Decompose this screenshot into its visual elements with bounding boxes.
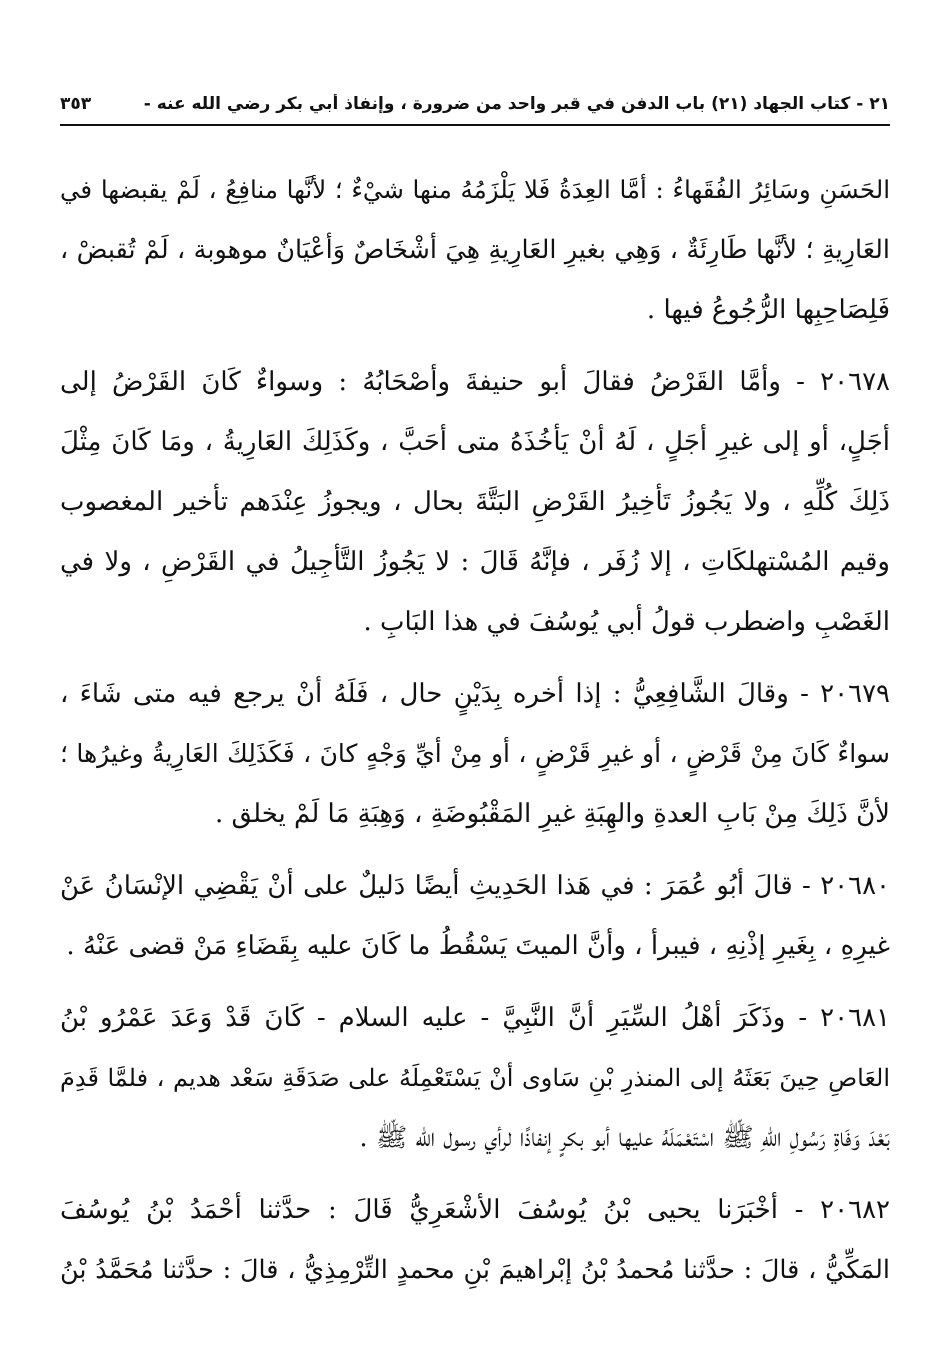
text-line: الغَصْبِ واضطرب قولُ أبي يُوسُفَ في هذا البَابِ . [363, 607, 890, 637]
text-line: الحَسَنِ وسَائِرُ الفُقَهاءُ : أمَّا العِدَةُ فَلا يَلْزَمُهُ منها شيْءٌ ؛ لأنَّها منافِعُ ، لَمْ يقبضها في [60, 175, 890, 204]
header-title: ٢١ - كتاب الجهاد (٢١) باب الدفن في قبر واحد من ضرورة ، وإنفاذ أبي بكر رضي الله عنه - [143, 94, 890, 114]
text-line: بَعْدَ وَفَاةِ رَسُولِ اللهِ ﷺ اسْتَعْمَلَهُ عليها أبو بكرٍ إنفاذًا لرأي رسول الله ﷺ . [359, 1123, 890, 1153]
text-line: ذَلِكَ كُلِّهِ ، ولا يَجُوزُ تَأخِيرُ القَرْضِ البَتَّةَ بحال ، ويجوزُ عِنْدَهم تأخير المغصوب [60, 487, 890, 517]
body-text [60, 160, 890, 1300]
text-line: لأنَّ ذَلِكَ مِنْ بَابِ العدةِ والهِبَةِ غيرِ المَقْبُوضَةِ ، وَهِبَةِ مَا لَمْ يخلق . [214, 799, 890, 829]
text-line: العَارِيةِ ؛ لأنَّها طَارِئَةٌ ، وَهِي بغيرِ العَارِيةِ هِيَ أشْخَاصٌ وَأعْيَانٌ موهوبة ، لَمْ تُقبضْ ، [60, 235, 890, 265]
text-line: ٢٠٦٧٩ - وقالَ الشَّافِعِيُّ : إذا أخره بِدَيْنٍ حال ، فَلَهُ أنْ يرجع فيه متى شَاءَ ، [60, 679, 890, 709]
page-number: ٣٥٣ [60, 94, 92, 114]
text-line: ٢٠٦٨٢ - أخْبَرَنا يحيى بْنُ يُوسُفَ الأشْعَرِيُّ قَالَ : حدَّثنا أحْمَدُ بْنُ يُوسُفَ [60, 1195, 890, 1225]
running-header [60, 84, 890, 126]
paragraph-20679 [60, 664, 890, 844]
paragraph-20680 [60, 856, 890, 976]
paragraph-20678 [60, 352, 890, 652]
text-line: فَلِصَاحِبِها الرُّجُوعُ فيها . [646, 295, 890, 325]
text-line: ٢٠٦٨٠ - قالَ أبُو عُمَرَ : في هَذا الحَدِيثِ أيضًا دَليلٌ على أنْ يَقْضِي الإنْسَانُ عَنْ [60, 871, 890, 901]
text-line: ٢٠٦٧٨ - وأمَّا القَرْضُ فقالَ أبو حنيفةَ وأصْحَابُهُ : وسواءٌ كَانَ القَرْضُ إلى [60, 367, 890, 397]
text-line: ٢٠٦٨١ - وذَكَرَ أهْلُ السِّيَرِ أنَّ النَّبِيَّ - عليه السلام - كَانَ قَدْ وَعَدَ عَمْرُو بْنُ [60, 1003, 890, 1033]
paragraph-20682 [60, 1180, 890, 1300]
text-line: المَكِّيُّ ، قالَ : حدَّثنا مُحمدُ بْنُ إبْراهيمَ بْنِ محمدٍ التِّرْمِذِيُّ ، قالَ : حدَّثنا مُحَمَّدُ بْنُ [60, 1255, 890, 1285]
text-line: وقيم المُسْتهلكَاتِ ، إلا زُفَر ، فإنَّهُ قَالَ : لا يَجُوزُ التَّأجِيلُ في القَرْضِ ، ولا في [60, 547, 890, 577]
text-line: سواءٌ كَانَ مِنْ قَرْضٍ ، أو غيرِ قَرْضٍ ، أو مِنْ أيِّ وَجْهٍ كانَ ، فَكَذَلِكَ العَارِيةُ وغيرُها ؛ [60, 739, 890, 768]
paragraph-1 [60, 160, 890, 340]
paragraph-20681 [60, 988, 890, 1168]
text-line: غيرِهِ ، بِغَيرِ إذْنِهِ ، فيبرأ ، وأنَّ الميتَ يَسْقُطُ ما كَانَ عليه بِقَضَاءِ مَنْ قضى عَنْهُ . [66, 931, 890, 961]
text-line: أجَلٍ، أو إلى غيرِ أجَلٍ ، لَهُ أنْ يَأخُذَهُ متى أحَبَّ ، وكَذَلِكَ العَارِيةُ ، ومَا كَانَ مِثْلَ [60, 427, 890, 457]
text-line: العَاصِ حِينَ بَعَثَهُ إلى المنذرِ بْنِ سَاوى أنْ يَسْتَعْمِلَهُ على صَدَقَةِ سَعْد هديم ، فلمَّا قَدِمَ [60, 1064, 890, 1092]
